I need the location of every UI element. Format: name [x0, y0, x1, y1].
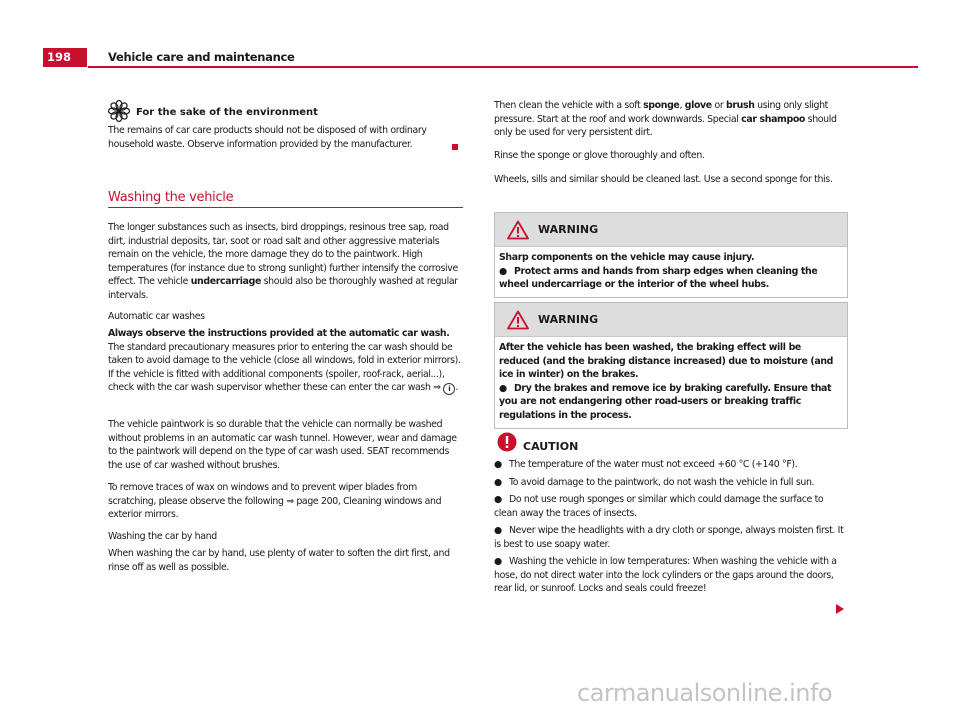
- section-rule: [108, 207, 463, 208]
- flower-icon: [108, 100, 130, 122]
- wheels-paragraph: Wheels, sills and similar should be cleaned last. Use a second sponge for this.: [494, 174, 833, 185]
- caution-item: ● Do not use rough sponges or similar which could damage the surface to clean away the traces of insects.: [494, 494, 824, 519]
- environment-title: For the sake of the environment: [136, 107, 318, 118]
- info-icon[interactable]: i: [443, 383, 455, 395]
- warning-title: WARNING: [538, 313, 599, 326]
- caution-title: CAUTION: [523, 440, 579, 453]
- section-heading: Washing the vehicle: [108, 190, 234, 205]
- caution-item: ● Never wipe the headlights with a dry cloth or sponge, always moisten first. It is best to use soapy water.: [494, 525, 844, 550]
- chapter-title: Vehicle care and maintenance: [108, 50, 295, 64]
- warning-box-injury: [494, 212, 848, 298]
- wax-paragraph: To remove traces of wax on windows and to prevent wiper blades from scratching, please observe the following ⇒ page 200, Cleaning windows and exterior mirrors.: [108, 482, 442, 521]
- end-marker: [452, 144, 458, 150]
- warning-bullet: ● Dry the brakes and remove ice by braking carefully. Ensure that you are not endangering other road-users or breaking traffic regulations in the process.: [499, 382, 832, 421]
- warning-triangle-icon: [507, 220, 529, 240]
- clean-paragraph: Then clean the vehicle with a soft sponge, glove or brush using only slight pressure. Start at the roof and work downwards. Special car shampoo should only be used for very persistent dirt.: [494, 100, 837, 139]
- automatic-paragraph: Always observe the instructions provided at the automatic car wash. The standard precautionary measures prior to entering the car wash should be taken to avoid damage to the vehicle (close all windows, fold in exterior mirrors). If the vehicle is fitted with additional components (spoiler, roof-rack, aerial...), check with the car wash supervisor whether these can enter the car wash ⇒ i .: [108, 328, 461, 394]
- page-number: 198: [43, 48, 87, 67]
- caution-item: ● The temperature of the water must not exceed +60 °C (+140 °F).: [494, 459, 798, 470]
- paintwork-paragraph: The vehicle paintwork is so durable that the vehicle can normally be washed without problems in an automatic car wash tunnel. However, wear and damage to the paintwork will depend on the type of car wash used. SEAT recommends the use of car washed without brushes.: [108, 419, 457, 471]
- warning-box-brakes: [494, 302, 848, 429]
- continue-arrow-icon: [836, 604, 844, 614]
- caution-item: ● To avoid damage to the paintwork, do not wash the vehicle in full sun.: [494, 477, 815, 488]
- subheading-automatic: Automatic car washes: [108, 311, 205, 322]
- intro-paragraph: The longer substances such as insects, bird droppings, resinous tree sap, road dirt, industrial deposits, tar, soot or road salt and other aggressive materials remain on the vehicle, the more damage they do to the paintwork. High temperatures (for instance due to strong sunlight) further intensify the corrosive effect. The vehicle undercarriage should also be thoroughly washed at regular intervals.: [108, 222, 458, 301]
- watermark: carmanualsonline.info: [577, 679, 833, 707]
- subheading-hand: Washing the car by hand: [108, 531, 217, 542]
- header-rule: [88, 66, 918, 68]
- hand-paragraph: When washing the car by hand, use plenty of water to soften the dirt first, and rinse off as well as possible.: [108, 548, 450, 573]
- caution-item: ● Washing the vehicle in low temperatures: When washing the vehicle with a hose, do not direct water into the lock cylinders or the gaps around the doors, rear lid, or sunroof. Locks and seals could freeze!: [494, 556, 837, 595]
- warning-text: Sharp components on the vehicle may cause injury.: [499, 252, 755, 263]
- caution-icon: [497, 432, 517, 452]
- warning-triangle-icon: [507, 310, 529, 330]
- rinse-paragraph: Rinse the sponge or glove thoroughly and often.: [494, 150, 705, 161]
- warning-bullet: ● Protect arms and hands from sharp edges when cleaning the wheel undercarriage or the interior of the wheel hubs.: [499, 265, 818, 291]
- warning-title: WARNING: [538, 223, 599, 236]
- warning-text: After the vehicle has been washed, the braking effect will be reduced (and the braking distance increased) due to moisture (and ice in winter) on the brakes.: [499, 342, 834, 381]
- environment-text: The remains of car care products should not be disposed of with ordinary household waste. Observe information provided by the manufacturer.: [108, 125, 427, 150]
